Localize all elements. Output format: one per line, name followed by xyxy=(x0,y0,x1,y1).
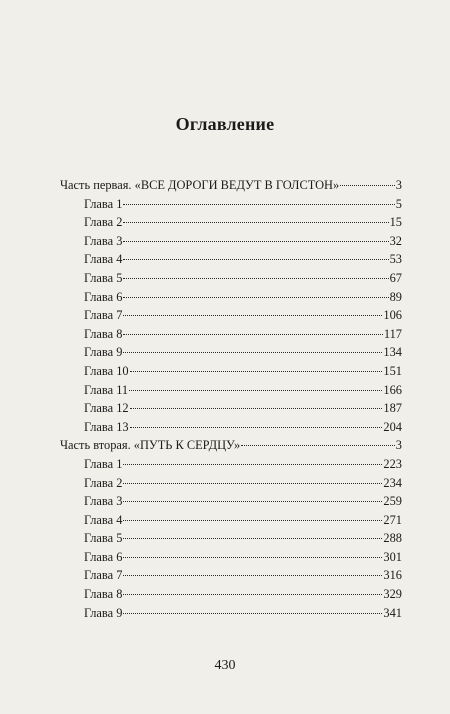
toc-page-number: 134 xyxy=(383,345,402,360)
toc-chapter-label: Глава 6 xyxy=(84,549,123,564)
dot-leader xyxy=(123,297,388,298)
toc-chapter-label: Глава 5 xyxy=(84,531,123,546)
toc-chapter-entry[interactable] xyxy=(60,325,402,344)
toc-chapter-entry[interactable] xyxy=(60,213,402,232)
toc-chapter-label: Глава 8 xyxy=(84,587,123,602)
toc-chapter-label: Глава 6 xyxy=(84,289,123,304)
toc-page-number: 341 xyxy=(383,605,402,620)
toc-chapter-label: Глава 12 xyxy=(84,401,129,416)
toc-chapter-entry[interactable] xyxy=(60,250,402,269)
toc-chapter-label: Глава 4 xyxy=(84,512,123,527)
dot-leader xyxy=(123,464,382,465)
toc-chapter-entry[interactable] xyxy=(60,269,402,288)
toc-chapter-entry[interactable] xyxy=(60,529,402,548)
toc-page-number: 106 xyxy=(383,308,402,323)
dot-leader xyxy=(130,371,383,372)
toc-page-number: 5 xyxy=(395,196,402,211)
dot-leader xyxy=(123,204,394,205)
toc-chapter-label: Глава 10 xyxy=(84,363,129,378)
dot-leader xyxy=(340,185,395,186)
dot-leader xyxy=(130,408,383,409)
dot-leader xyxy=(123,613,382,614)
toc-chapter-label: Глава 3 xyxy=(84,233,123,248)
toc-page-number: 117 xyxy=(383,326,402,341)
toc-chapter-label: Глава 9 xyxy=(84,345,123,360)
toc-page-number: 329 xyxy=(383,587,402,602)
toc-chapter-label: Глава 1 xyxy=(84,196,123,211)
toc-title: Оглавление xyxy=(175,114,275,134)
toc-page-number: 259 xyxy=(383,494,402,509)
toc-page-number: 53 xyxy=(389,252,402,267)
toc-chapter-entry[interactable] xyxy=(60,474,402,493)
toc-chapter-label: Глава 8 xyxy=(84,326,123,341)
dot-leader xyxy=(123,334,382,335)
toc-chapter-entry[interactable] xyxy=(60,399,402,418)
toc-chapter-label: Глава 7 xyxy=(84,308,123,323)
toc-chapter-label: Глава 7 xyxy=(84,568,123,583)
toc-page-number: 15 xyxy=(389,215,402,230)
table-of-contents xyxy=(60,176,402,622)
dot-leader xyxy=(123,222,388,223)
dot-leader xyxy=(241,445,395,446)
toc-chapter-entry[interactable] xyxy=(60,306,402,325)
toc-page-number: 166 xyxy=(383,382,402,397)
dot-leader xyxy=(129,390,382,391)
toc-chapter-entry[interactable] xyxy=(60,566,402,585)
toc-chapter-label: Глава 2 xyxy=(84,475,123,490)
dot-leader xyxy=(130,427,383,428)
toc-page-number: 204 xyxy=(383,419,402,434)
toc-page-number: 67 xyxy=(389,270,402,285)
toc-chapter-entry[interactable] xyxy=(60,288,402,307)
toc-chapter-label: Глава 2 xyxy=(84,215,123,230)
dot-leader xyxy=(123,594,382,595)
toc-chapter-entry[interactable] xyxy=(60,548,402,567)
page-number: 430 xyxy=(214,658,236,673)
toc-chapter-entry[interactable] xyxy=(60,362,402,381)
dot-leader xyxy=(123,352,382,353)
toc-part-2[interactable] xyxy=(60,436,402,455)
toc-chapter-label: Глава 13 xyxy=(84,419,129,434)
dot-leader xyxy=(123,241,388,242)
toc-page-number: 223 xyxy=(383,456,402,471)
toc-chapter-entry[interactable] xyxy=(60,604,402,623)
toc-page-number: 271 xyxy=(383,512,402,527)
dot-leader xyxy=(123,557,382,558)
dot-leader xyxy=(123,501,382,502)
toc-chapter-label: Глава 1 xyxy=(84,456,123,471)
toc-page-number: 187 xyxy=(383,401,402,416)
toc-part-label: Часть вторая. «ПУТЬ К СЕРДЦУ» xyxy=(60,438,241,453)
toc-chapter-entry[interactable] xyxy=(60,343,402,362)
toc-chapter-label: Глава 4 xyxy=(84,252,123,267)
toc-part-1[interactable] xyxy=(60,176,402,195)
toc-page-number: 3 xyxy=(395,178,402,192)
toc-chapter-label: Глава 5 xyxy=(84,270,123,285)
dot-leader xyxy=(123,483,382,484)
toc-page-number: 3 xyxy=(395,438,402,453)
toc-chapter-entry[interactable] xyxy=(60,585,402,604)
dot-leader xyxy=(123,575,382,576)
toc-page-number: 234 xyxy=(383,475,402,490)
toc-chapter-label: Глава 9 xyxy=(84,605,123,620)
toc-page-number: 32 xyxy=(389,233,402,248)
toc-page-number: 301 xyxy=(383,549,402,564)
toc-chapter-label: Глава 3 xyxy=(84,494,123,509)
dot-leader xyxy=(123,520,382,521)
toc-chapter-entry[interactable] xyxy=(60,455,402,474)
bleed-through-text xyxy=(50,30,420,47)
toc-chapter-entry[interactable] xyxy=(60,232,402,251)
toc-page-number: 316 xyxy=(383,568,402,583)
toc-chapter-entry[interactable] xyxy=(60,381,402,400)
toc-page-number: 89 xyxy=(389,289,402,304)
dot-leader xyxy=(123,315,382,316)
toc-chapter-label: Глава 11 xyxy=(84,382,129,397)
toc-chapter-entry[interactable] xyxy=(60,195,402,214)
toc-chapter-entry[interactable] xyxy=(60,511,402,530)
dot-leader xyxy=(123,538,382,539)
toc-page-number: 288 xyxy=(383,531,402,546)
toc-chapter-entry[interactable] xyxy=(60,418,402,437)
dot-leader xyxy=(123,278,388,279)
dot-leader xyxy=(123,259,388,260)
toc-part-label: Часть первая. «ВСЕ ДОРОГИ ВЕДУТ В ГОЛСТОН» xyxy=(60,178,340,192)
toc-chapter-entry[interactable] xyxy=(60,492,402,511)
toc-page-number: 151 xyxy=(383,363,402,378)
